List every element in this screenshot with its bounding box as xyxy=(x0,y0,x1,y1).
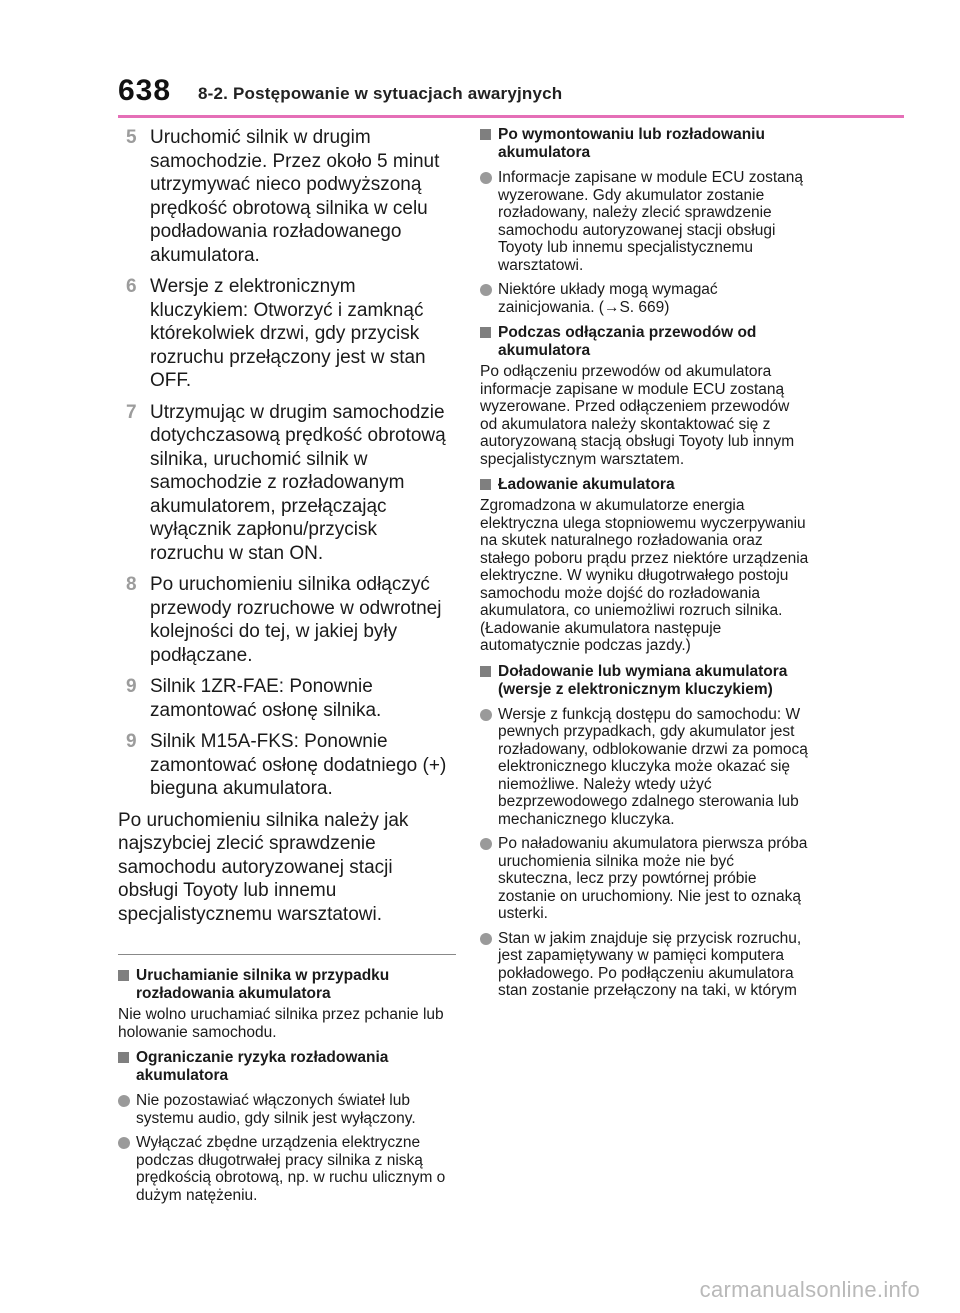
step-number: 5 xyxy=(126,127,137,148)
circle-bullet-icon xyxy=(118,1137,130,1149)
notes-divider xyxy=(118,954,456,955)
step-number: 8 xyxy=(126,574,137,595)
note-text: Zgromadzona w akumulatorze energia elektryczna ulega stopniowemu wyczerpywaniu na skutek naturalnego rozładowania oraz stałego poboru prądu przez niektóre urządzenia elektryczne. W wyniku długotrwałego postoju samochodu może dojść do rozładowania akumulatora, co uniemożliwi rozruch silnika. (Ładowanie akumulatora następuje automatycznie podczas jazdy.) xyxy=(480,497,809,654)
circle-bullet-icon xyxy=(118,1095,130,1107)
bullet-item: Niektóre układy mogą wymagać zainicjowania. (→S. 669) xyxy=(480,281,810,316)
square-bullet-icon xyxy=(480,479,491,490)
square-bullet-icon xyxy=(480,666,491,677)
circle-bullet-icon xyxy=(480,933,492,945)
note-heading: Ograniczanie ryzyka rozładowania akumulatora xyxy=(118,1049,456,1085)
right-column xyxy=(480,126,810,1000)
note-heading: Podczas odłączania przewodów od akumulatora xyxy=(480,324,810,360)
step-item xyxy=(118,275,456,393)
closing-paragraph: Po uruchomieniu silnika należy jak najszybciej zlecić sprawdzenie samochodu autoryzowanej stacji obsługi Toyoty lub innemu specjalistycznemu warsztatowi. xyxy=(118,809,409,925)
step-number: 9 xyxy=(126,731,137,752)
page-number: 638 xyxy=(118,74,172,107)
circle-bullet-icon xyxy=(480,838,492,850)
header-divider xyxy=(118,115,904,118)
step-text: Wersje z elektronicznym kluczykiem: Otworzyć i zamknąć którekolwiek drzwi, gdy przycisk rozruchu przełączony jest w stan OFF. xyxy=(150,276,426,391)
watermark: carmanualsonline.info xyxy=(699,1277,920,1302)
note-heading: Doładowanie lub wymiana akumulatora (wersje z elektronicznym kluczykiem) xyxy=(480,663,810,699)
circle-bullet-icon xyxy=(480,284,492,296)
step-text: Uruchomić silnik w drugim samochodzie. Przez około 5 minut utrzymywać nieco podwyższoną prędkość obrotową silnika w celu podładowania rozładowanego akumulatora. xyxy=(150,127,440,266)
step-number: 7 xyxy=(126,401,137,423)
step-item xyxy=(118,126,456,267)
square-bullet-icon xyxy=(480,327,491,338)
step-text: Utrzymując w drugim samochodzie dotychczasową prędkość obrotową silnika, uruchomić silnik w samochodzie z rozładowanym akumulatorem, przełączając wyłącznik zapłonu/przycisk rozruchu w stan ON. xyxy=(150,401,446,564)
square-bullet-icon xyxy=(118,1052,129,1063)
circle-bullet-icon xyxy=(480,709,492,721)
bullet-item: Wersje z funkcją dostępu do samochodu: W pewnych przypadkach, gdy akumulator jest rozładowany, odblokowanie drzwi za pomocą elektronicznego kluczyka może okazać się niemożliwe. Należy wtedy użyć bezprzewodowego zdalnego sterowania lub mechanicznego kluczyka. xyxy=(480,706,810,829)
circle-bullet-icon xyxy=(480,172,492,184)
step-item xyxy=(118,675,456,722)
bullet-item: Nie pozostawiać włączonych świateł lub systemu audio, gdy silnik jest wyłączony. xyxy=(118,1092,456,1127)
note-text: Po odłączeniu przewodów od akumulatora informacje zapisane w module ECU zostaną wyzerowane. Przed odłączeniem przewodów od akumulatora należy skontaktować się z autoryzowaną stacją obsługi Toyoty lub innym specjalistycznym warsztatem. xyxy=(480,363,795,468)
bullet-item: Stan w jakim znajduje się przycisk rozruchu, jest zapamiętywany w pamięci komputera pokładowego. Po podłączeniu akumulatora stan zostanie przełączony na taki, w którym xyxy=(480,930,810,1000)
note-heading: Ładowanie akumulatora xyxy=(480,476,810,494)
bullet-item: Po naładowaniu akumulatora pierwsza próba uruchomienia silnika może nie być skuteczna, lecz przy powtórnej próbie zostanie on uruchomiony. Nie jest to oznaką usterki. xyxy=(480,835,810,923)
section-title: 8-2. Postępowanie w sytuacjach awaryjnych xyxy=(198,84,563,103)
step-item xyxy=(118,573,456,667)
bullet-item: Informacje zapisane w module ECU zostaną wyzerowane. Gdy akumulator zostanie rozładowany, należy zlecić sprawdzenie samochodu autoryzowanej stacji obsługi Toyoty lub innemu specjalistycznemu warsztatowi. xyxy=(480,169,810,274)
step-item xyxy=(118,730,456,801)
step-text: Silnik 1ZR-FAE: Ponownie zamontować osłonę silnika. xyxy=(150,676,382,721)
step-number: 6 xyxy=(126,276,137,297)
square-bullet-icon xyxy=(118,970,129,981)
step-number: 9 xyxy=(126,676,137,697)
square-bullet-icon xyxy=(480,129,491,140)
page-header xyxy=(118,74,904,114)
note-heading: Uruchamianie silnika w przypadku rozładowania akumulatora xyxy=(118,967,456,1003)
step-text: Silnik M15A-FKS: Ponownie zamontować osłonę dodatniego (+) bieguna akumulatora. xyxy=(150,731,447,799)
note-text: Nie wolno uruchamiać silnika przez pchanie lub holowanie samochodu. xyxy=(118,1006,444,1041)
note-heading: Po wymontowaniu lub rozładowaniu akumulatora xyxy=(480,126,810,162)
step-text: Po uruchomieniu silnika odłączyć przewody rozruchowe w odwrotnej kolejności do tej, w jakiej były podłączane. xyxy=(150,574,442,666)
bullet-item: Wyłączać zbędne urządzenia elektryczne podczas długotrwałej pracy silnika z niską prędkością obrotową, np. w ruchu ulicznym o dużym natężeniu. xyxy=(118,1134,456,1204)
left-column xyxy=(118,126,456,1204)
step-item xyxy=(118,401,456,566)
